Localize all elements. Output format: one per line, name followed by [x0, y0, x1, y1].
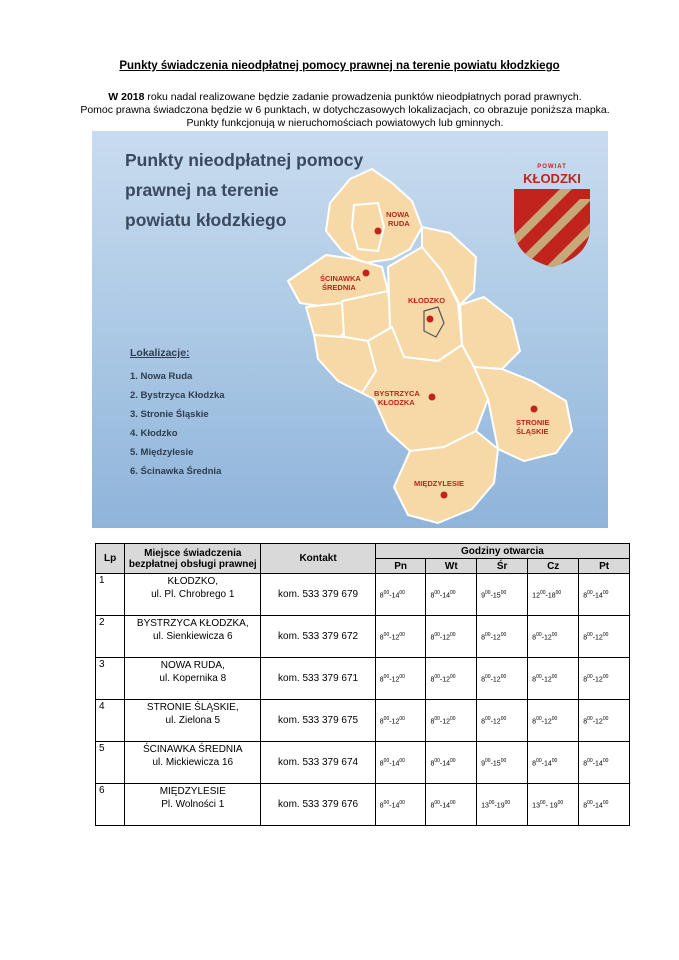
- row-hours: $8^{00}-12^{00}$: [375, 658, 426, 700]
- location-item: 5. Międzylesie: [130, 447, 194, 458]
- row-lp: 3: [96, 658, 125, 700]
- row-contact: kom. 533 379 672: [261, 616, 375, 658]
- document-title: Punkty świadczenia nieodpłatnej pomocy prawnej na terenie powiatu kłodzkiego: [119, 60, 560, 72]
- row-hours: $8^{00}-12^{00}$: [528, 658, 579, 700]
- intro-line-2: Pomoc prawna świadczona będzie w 6 punktach, w dotychczasowych lokalizacjach, co obrazuje poniższa mapka.: [80, 104, 610, 116]
- header-day: Wt: [426, 559, 477, 574]
- town-label-nowa-ruda-1: NOWA: [386, 210, 410, 219]
- row-hours: $8^{00}-12^{00}$: [477, 658, 528, 700]
- row-hours: $8^{00}-12^{00}$: [579, 616, 630, 658]
- crest-top-label: POWIAT: [537, 164, 567, 170]
- header-day: Cz: [528, 559, 579, 574]
- row-hours: $9^{00}-15^{00}$: [477, 742, 528, 784]
- town-label-stronie-2: ŚLĄSKIE: [516, 427, 549, 436]
- header-lp: Lp: [96, 544, 125, 574]
- row-lp: 6: [96, 784, 125, 826]
- row-contact: kom. 533 379 671: [261, 658, 375, 700]
- town-label-miedzylesie: MIĘDZYLESIE: [414, 479, 465, 488]
- location-item: 1. Nowa Ruda: [130, 371, 193, 382]
- row-lp: 5: [96, 742, 125, 784]
- map-panel: [92, 131, 608, 528]
- row-hours: $8^{00}-12^{00}$: [477, 700, 528, 742]
- row-hours: $8^{00}-12^{00}$: [528, 700, 579, 742]
- row-hours: $8^{00}-14^{00}$: [426, 574, 477, 616]
- header-day: Pn: [375, 559, 426, 574]
- intro-paragraph: [60, 91, 630, 130]
- row-hours: $8^{00}-14^{00}$: [426, 742, 477, 784]
- marker-scinawka: [363, 270, 370, 277]
- map-title: Punkty nieodpłatnej pomocy prawnej na terenie powiatu kłodzkiego: [125, 150, 364, 230]
- row-hours: $8^{00}-12^{00}$: [375, 616, 426, 658]
- row-place: ŚCINAWKA ŚREDNIA ul. Mickiewicza 16: [125, 742, 261, 784]
- location-item: 3. Stronie Śląskie: [130, 409, 209, 420]
- row-contact: kom. 533 379 679: [261, 574, 375, 616]
- marker-klodzko: [427, 316, 434, 323]
- row-hours: $8^{00}-12^{00}$: [528, 616, 579, 658]
- row-hours: $8^{00}-12^{00}$: [426, 658, 477, 700]
- row-hours: $8^{00}-14^{00}$: [375, 574, 426, 616]
- location-item: 6. Ścinawka Średnia: [130, 466, 222, 477]
- row-hours: $8^{00}-12^{00}$: [579, 658, 630, 700]
- row-hours: $8^{00}-12^{00}$: [426, 700, 477, 742]
- table-body: [96, 574, 630, 826]
- row-hours: $13^{00}-19^{00}$: [477, 784, 528, 826]
- intro-line-1: W 2018 roku nadal realizowane będzie zadanie prowadzenia punktów nieodpłatnych porad prawnych.: [108, 91, 582, 103]
- row-place: NOWA RUDA, ul. Kopernika 8: [125, 658, 261, 700]
- row-hours: $8^{00}-14^{00}$: [426, 784, 477, 826]
- row-hours: $9^{00}-15^{00}$: [477, 574, 528, 616]
- row-hours: $12^{00}-18^{00}$: [528, 574, 579, 616]
- row-place: KŁODZKO, ul. Pl. Chrobrego 1: [125, 574, 261, 616]
- locations-heading: Lokalizacje:: [130, 347, 190, 359]
- row-place: STRONIE ŚLĄSKIE, ul. Zielona 5: [125, 700, 261, 742]
- town-label-klodzko: KŁODZKO: [408, 296, 446, 305]
- intro-line-3: Punkty funkcjonują w nieruchomościach powiatowych lub gminnych.: [186, 117, 504, 129]
- row-hours: $8^{00}-14^{00}$: [528, 742, 579, 784]
- row-place: BYSTRZYCA KŁODZKA, ul. Sienkiewicza 6: [125, 616, 261, 658]
- table-row: [96, 742, 630, 784]
- locations-list: [130, 367, 225, 481]
- row-lp: 1: [96, 574, 125, 616]
- town-label-scinawka-2: ŚREDNIA: [322, 283, 356, 292]
- marker-nowa-ruda: [375, 228, 382, 235]
- table-row: [96, 658, 630, 700]
- location-item: 2. Bystrzyca Kłodzka: [130, 390, 225, 401]
- row-hours: $8^{00}-14^{00}$: [375, 742, 426, 784]
- header-day: Pt: [579, 559, 630, 574]
- town-label-bystrzyca-1: BYSTRZYCA: [374, 389, 420, 398]
- table-row: [96, 574, 630, 616]
- row-place: MIĘDZYLESIE Pl. Wolności 1: [125, 784, 261, 826]
- header-day: Śr: [477, 559, 528, 574]
- marker-miedzylesie: [441, 492, 448, 499]
- table-row: [96, 616, 630, 658]
- row-hours: $8^{00}-14^{00}$: [579, 784, 630, 826]
- row-hours: $8^{00}-12^{00}$: [477, 616, 528, 658]
- row-hours: $8^{00}-14^{00}$: [579, 574, 630, 616]
- row-hours: $8^{00}-12^{00}$: [579, 700, 630, 742]
- town-label-bystrzyca-2: KŁODZKA: [378, 398, 415, 407]
- table-row: [96, 700, 630, 742]
- row-lp: 2: [96, 616, 125, 658]
- header-hours: Godziny otwarcia: [375, 544, 629, 559]
- town-label-scinawka-1: ŚCINAWKA: [320, 274, 361, 283]
- opening-hours-table: [95, 543, 630, 826]
- crest-name: KŁODZKI: [523, 171, 581, 186]
- row-hours: $8^{00}-14^{00}$: [579, 742, 630, 784]
- row-contact: kom. 533 379 674: [261, 742, 375, 784]
- header-place: Miejsce świadczenia bezpłatnej obsługi prawnej: [125, 544, 261, 574]
- row-hours: $8^{00}-12^{00}$: [375, 700, 426, 742]
- row-hours: $8^{00}-14^{00}$: [375, 784, 426, 826]
- marker-bystrzyca: [429, 394, 436, 401]
- town-label-nowa-ruda-2: RUDA: [388, 219, 410, 228]
- row-hours: $8^{00}-12^{00}$: [426, 616, 477, 658]
- location-item: 4. Kłodzko: [130, 428, 178, 439]
- intro-year: W 2018: [108, 91, 145, 103]
- table-row: [96, 784, 630, 826]
- row-contact: kom. 533 379 676: [261, 784, 375, 826]
- town-label-stronie-1: STRONIE: [516, 418, 550, 427]
- row-contact: kom. 533 379 675: [261, 700, 375, 742]
- row-lp: 4: [96, 700, 125, 742]
- row-hours: $13^{00}-$ $19^{00}$: [528, 784, 579, 826]
- header-contact: Kontakt: [261, 544, 375, 574]
- marker-stronie: [531, 406, 538, 413]
